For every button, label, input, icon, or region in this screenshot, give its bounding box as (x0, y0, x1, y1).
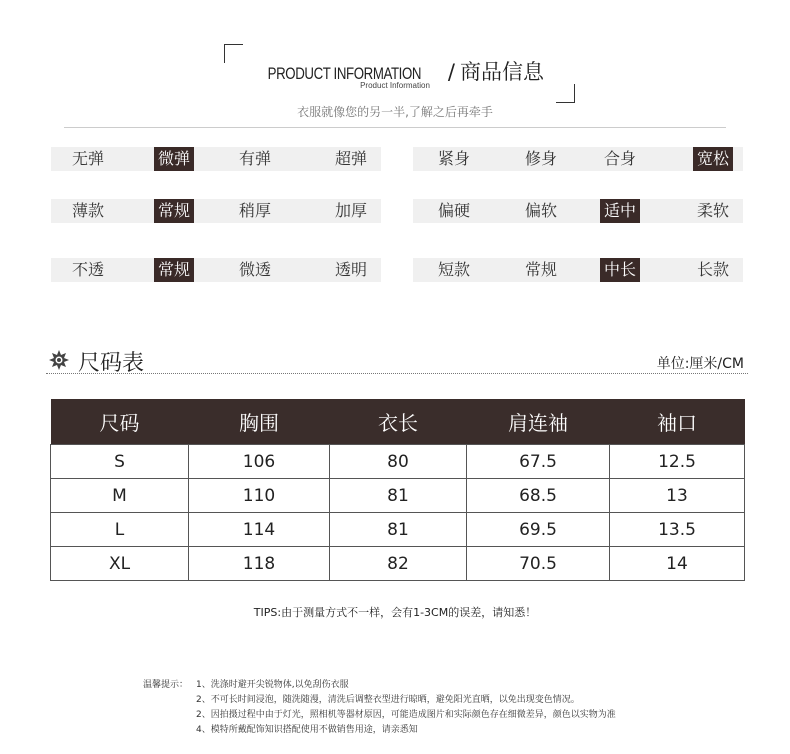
attribute-strip (51, 258, 381, 282)
attribute-option: 无弹 (72, 149, 105, 168)
attribute-option-selected: 中长 (600, 258, 640, 282)
care-item: 2、因拍摄过程中由于灯光，照相机等器材原因，可能造成图片和实际颜色存在细微差异，颜色以实物为准 (196, 710, 616, 720)
tagline: 衣服就像您的另一半,了解之后再牵手 (297, 105, 493, 119)
cell-length: 81 (330, 479, 467, 513)
cell-length: 82 (330, 547, 467, 581)
attribute-option-selected: 宽松 (693, 147, 733, 171)
attribute-option: 微透 (239, 260, 272, 279)
attribute-option: 短款 (438, 260, 471, 279)
attribute-option: 加厚 (335, 201, 368, 220)
cell-length: 81 (330, 513, 467, 547)
cell-chest: 114 (189, 513, 330, 547)
attribute-strip (413, 258, 743, 282)
cell-chest: 118 (189, 547, 330, 581)
title-separator: / (447, 60, 455, 84)
attribute-strip (51, 199, 381, 223)
cell-sleeve: 70.5 (467, 547, 610, 581)
cell-size: S (51, 445, 189, 479)
care-item: 2、不可长时间浸泡，随洗随漫，清洗后调整衣型进行晾晒，避免阳光直晒，以免出现变色情况。 (196, 695, 580, 705)
table-row (51, 547, 745, 581)
cell-size: M (51, 479, 189, 513)
dotted-divider (46, 373, 748, 374)
cell-chest: 110 (189, 479, 330, 513)
table-row (51, 479, 745, 513)
care-item: 1、洗涤时避开尖锐物体,以免刮伤衣服 (196, 680, 349, 690)
attribute-option: 常规 (525, 260, 558, 279)
table-row (51, 513, 745, 547)
cell-size: L (51, 513, 189, 547)
cell-size: XL (51, 547, 189, 581)
cell-cuff: 13.5 (610, 513, 745, 547)
cell-length: 80 (330, 445, 467, 479)
attribute-option: 柔软 (697, 201, 730, 220)
header-length: 衣长 (330, 399, 467, 445)
size-table (50, 399, 745, 581)
header-cuff: 袖口 (610, 399, 745, 445)
attribute-option: 透明 (335, 260, 368, 279)
attribute-option-selected: 适中 (600, 199, 640, 223)
attribute-option: 不透 (72, 260, 105, 279)
attribute-option: 稍厚 (239, 201, 272, 220)
title-cn: 商品信息 (459, 60, 544, 84)
attribute-option: 有弹 (239, 149, 272, 168)
attribute-option: 长款 (697, 260, 730, 279)
cell-cuff: 12.5 (610, 445, 745, 479)
attribute-option-selected: 常规 (154, 258, 194, 282)
size-chart-title: 尺码表 (78, 351, 145, 376)
attribute-option-selected: 微弹 (154, 147, 194, 171)
header-sleeve: 肩连袖 (467, 399, 610, 445)
cell-cuff: 13 (610, 479, 745, 513)
cell-cuff: 14 (610, 547, 745, 581)
header-chest: 胸围 (189, 399, 330, 445)
attribute-option: 修身 (525, 149, 558, 168)
attribute-strip (51, 147, 381, 171)
attribute-option-selected: 常规 (154, 199, 194, 223)
attribute-option: 紧身 (438, 149, 471, 168)
care-item: 4、模特所戴配饰知识搭配使用不做销售用途，请亲悉知 (196, 725, 418, 735)
tips-note: TIPS:由于测量方式不一样，会有1-3CM的误差，请知悉！ (253, 606, 537, 619)
attribute-strip (413, 199, 743, 223)
header-size: 尺码 (51, 399, 189, 445)
divider (64, 127, 726, 128)
attribute-option: 超弹 (335, 149, 368, 168)
attribute-option: 薄款 (72, 201, 105, 220)
cell-sleeve: 69.5 (467, 513, 610, 547)
care-label: 温馨提示： (143, 680, 189, 690)
attribute-strip (413, 147, 743, 171)
unit-label: 单位:厘米/CM (656, 356, 744, 372)
title-en: PRODUCT INFORMATION (267, 64, 422, 83)
cell-sleeve: 68.5 (467, 479, 610, 513)
attribute-option: 偏硬 (438, 201, 471, 220)
gear-icon (49, 350, 69, 370)
subtitle-en: Product Information (360, 81, 430, 90)
table-header-row (51, 399, 745, 445)
attribute-option: 合身 (604, 149, 637, 168)
table-row (51, 445, 745, 479)
cell-sleeve: 67.5 (467, 445, 610, 479)
attribute-option: 偏软 (525, 201, 558, 220)
cell-chest: 106 (189, 445, 330, 479)
